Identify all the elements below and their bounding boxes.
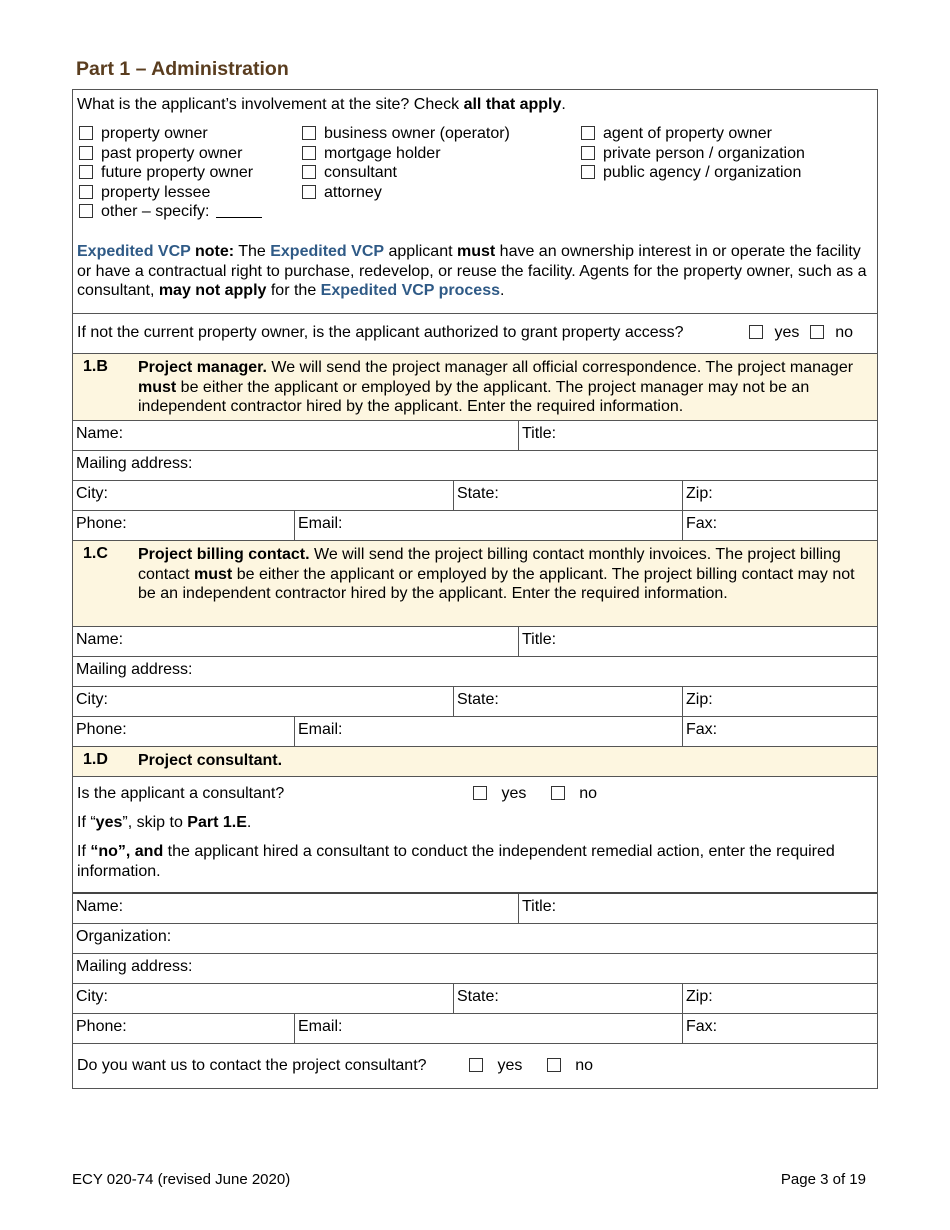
- checkbox[interactable]: [79, 126, 93, 140]
- field-row: [73, 451, 877, 481]
- involvement-option[interactable]: future property owner: [79, 163, 262, 183]
- involvement-question: What is the applicant’s involvement at the site? Check all that apply.: [77, 96, 566, 113]
- field-row: [73, 984, 877, 1014]
- if-no-instruction: If “no”, and the applicant hired a consultant to conduct the independent remedial action, enter the required information.: [77, 843, 835, 880]
- involvement-option[interactable]: property lessee: [79, 183, 262, 203]
- fax-field[interactable]: Fax:: [682, 717, 877, 746]
- involvement-option-other[interactable]: other – specify:: [79, 202, 262, 222]
- involvement-option[interactable]: property owner: [79, 124, 262, 144]
- name-field[interactable]: Name:: [76, 631, 124, 648]
- consultant-question-block: [73, 777, 877, 894]
- access-row: [73, 314, 877, 354]
- section-1b-header: [73, 354, 877, 421]
- section-title: Project consultant.: [138, 752, 283, 769]
- checkbox[interactable]: [79, 165, 93, 179]
- involvement-option[interactable]: consultant: [302, 163, 510, 183]
- name-field[interactable]: Name:: [76, 898, 124, 915]
- field-row: [73, 924, 877, 954]
- email-field[interactable]: Email:: [294, 1014, 682, 1043]
- title-field[interactable]: Title:: [518, 894, 877, 923]
- field-row: [73, 481, 877, 511]
- involvement-column-3: [581, 124, 805, 183]
- page-heading: Part 1 – Administration: [76, 58, 289, 80]
- field-row: [73, 717, 877, 747]
- involvement-column-2: [302, 124, 510, 202]
- checkbox[interactable]: [302, 165, 316, 179]
- field-row: [73, 1014, 877, 1044]
- access-question: If not the current property owner, is the applicant authorized to grant property access?: [77, 324, 684, 341]
- section-number: 1.D: [83, 751, 108, 768]
- fax-field[interactable]: Fax:: [682, 511, 877, 540]
- footer-form-id: ECY 020-74 (revised June 2020): [72, 1171, 291, 1188]
- access-options: yes no: [749, 324, 853, 342]
- mailing-address-field[interactable]: Mailing address:: [76, 455, 193, 472]
- zip-field[interactable]: Zip:: [682, 984, 877, 1013]
- field-row: [73, 627, 877, 657]
- consultant-question: Is the applicant a consultant?: [77, 785, 285, 802]
- section-1d-header: [73, 747, 877, 777]
- involvement-option[interactable]: past property owner: [79, 144, 262, 164]
- footer-page-number: Page 3 of 19: [780, 1171, 866, 1188]
- zip-field[interactable]: Zip:: [682, 687, 877, 716]
- zip-field[interactable]: Zip:: [682, 481, 877, 510]
- field-row: [73, 511, 877, 541]
- involvement-option[interactable]: attorney: [302, 183, 510, 203]
- title-field[interactable]: Title:: [518, 421, 877, 450]
- contact-no-checkbox[interactable]: [547, 1058, 561, 1072]
- other-specify-field[interactable]: [216, 203, 262, 218]
- section-description: Project billing contact. We will send the project billing contact monthly invoices. The project billing contact must be either the applicant or employed by the applicant. The project billing contact may not be an independent contractor hired by the applicant. Enter the required information.: [138, 546, 855, 603]
- title-field[interactable]: Title:: [518, 627, 877, 656]
- field-row: [73, 421, 877, 451]
- city-field[interactable]: City:: [76, 485, 108, 502]
- involvement-option[interactable]: mortgage holder: [302, 144, 510, 164]
- checkbox[interactable]: [581, 146, 595, 160]
- organization-field[interactable]: Organization:: [76, 928, 172, 945]
- phone-field[interactable]: Phone:: [76, 721, 127, 738]
- access-no-checkbox[interactable]: [810, 325, 824, 339]
- involvement-option[interactable]: public agency / organization: [581, 163, 805, 183]
- section-number: 1.B: [83, 358, 108, 375]
- city-field[interactable]: City:: [76, 988, 108, 1005]
- involvement-option[interactable]: private person / organization: [581, 144, 805, 164]
- field-row: [73, 954, 877, 984]
- name-field[interactable]: Name:: [76, 425, 124, 442]
- checkbox[interactable]: [79, 146, 93, 160]
- email-field[interactable]: Email:: [294, 717, 682, 746]
- mailing-address-field[interactable]: Mailing address:: [76, 958, 193, 975]
- section-1c-header: [73, 541, 877, 627]
- phone-field[interactable]: Phone:: [76, 1018, 127, 1035]
- involvement-option[interactable]: agent of property owner: [581, 124, 805, 144]
- checkbox[interactable]: [302, 146, 316, 160]
- involvement-section: [73, 90, 877, 314]
- email-field[interactable]: Email:: [294, 511, 682, 540]
- checkbox[interactable]: [302, 126, 316, 140]
- contact-consultant-row: [73, 1044, 877, 1088]
- field-row: [73, 894, 877, 924]
- field-row: [73, 687, 877, 717]
- contact-consultant-options: yes no: [469, 1057, 593, 1075]
- checkbox[interactable]: [581, 126, 595, 140]
- state-field[interactable]: State:: [453, 481, 682, 510]
- mailing-address-field[interactable]: Mailing address:: [76, 661, 193, 678]
- fax-field[interactable]: Fax:: [682, 1014, 877, 1043]
- involvement-column-1: [79, 124, 262, 222]
- contact-yes-checkbox[interactable]: [469, 1058, 483, 1072]
- checkbox[interactable]: [581, 165, 595, 179]
- contact-consultant-question: Do you want us to contact the project consultant?: [77, 1057, 427, 1074]
- checkbox[interactable]: [79, 204, 93, 218]
- involvement-option[interactable]: business owner (operator): [302, 124, 510, 144]
- consultant-options: yes no: [473, 785, 597, 803]
- field-row: [73, 657, 877, 687]
- form-table: [72, 89, 878, 1089]
- expedited-vcp-note: Expedited VCP note: The Expedited VCP applicant must have an ownership interest in or operate the facility or have a contractual right to purchase, redevelop, or reuse the facility. Agents for the property owner, such as a consultant, may not apply for the Expedited VCP process.: [77, 243, 867, 300]
- state-field[interactable]: State:: [453, 984, 682, 1013]
- access-yes-checkbox[interactable]: [749, 325, 763, 339]
- city-field[interactable]: City:: [76, 691, 108, 708]
- consultant-no-checkbox[interactable]: [551, 786, 565, 800]
- skip-instruction: If “yes”, skip to Part 1.E.: [77, 814, 252, 831]
- phone-field[interactable]: Phone:: [76, 515, 127, 532]
- state-field[interactable]: State:: [453, 687, 682, 716]
- checkbox[interactable]: [302, 185, 316, 199]
- section-number: 1.C: [83, 545, 108, 562]
- consultant-yes-checkbox[interactable]: [473, 786, 487, 800]
- section-description: Project manager. We will send the project manager all official correspondence. The project manager must be either the applicant or employed by the applicant. The project manager may not be an independent contractor hired by the applicant. Enter the required information.: [138, 359, 854, 416]
- checkbox[interactable]: [79, 185, 93, 199]
